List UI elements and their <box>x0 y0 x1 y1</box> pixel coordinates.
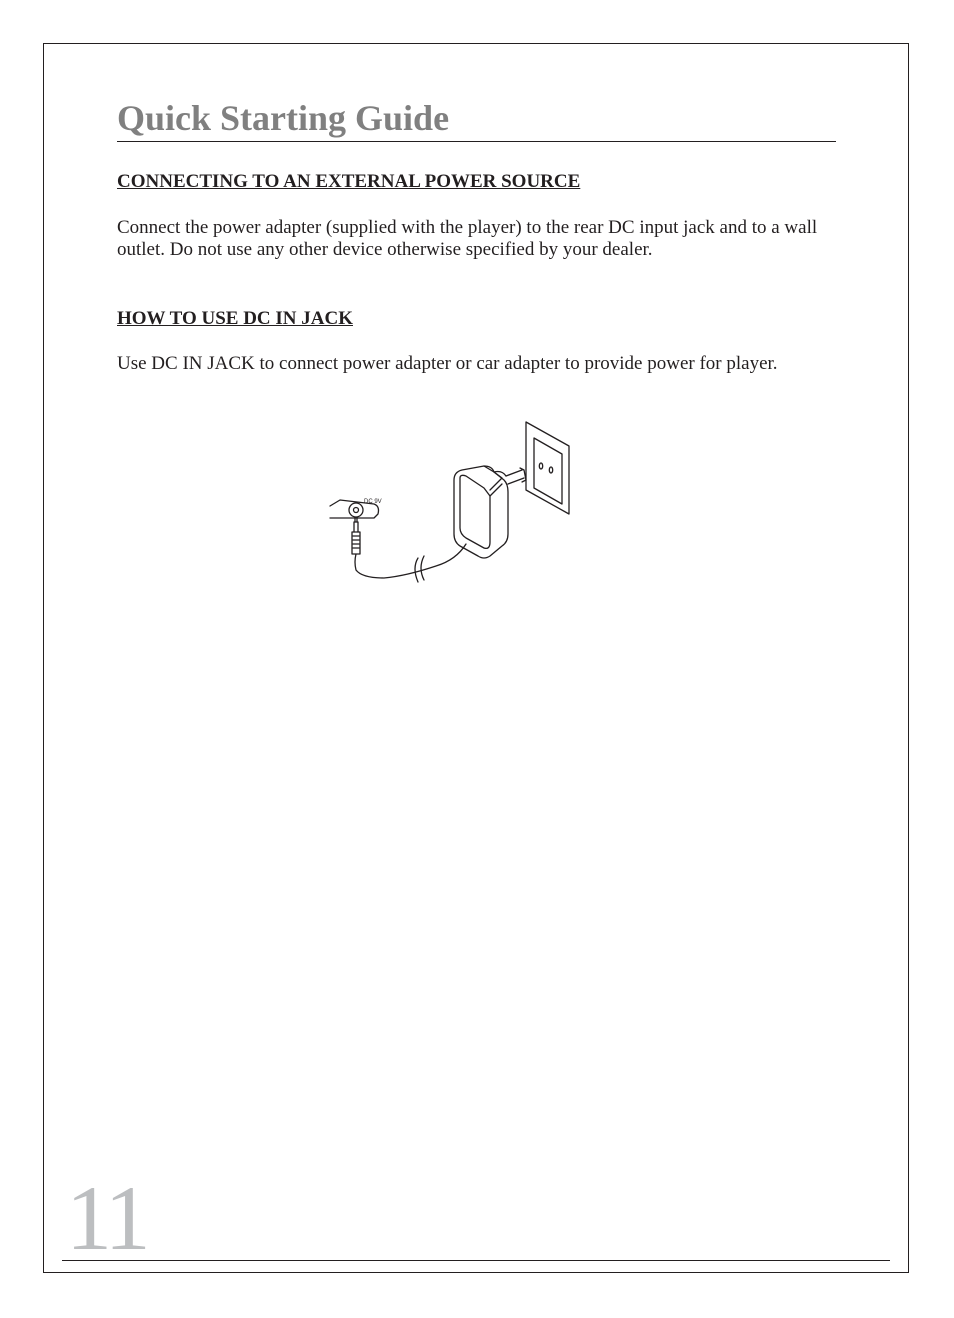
jack-label: DC 9V <box>364 499 382 505</box>
section-body-dc-in-jack: Use DC IN JACK to connect power adapter or car adapter to provide power for player. <box>117 353 778 374</box>
dc-in-jack <box>349 503 363 517</box>
section-heading-external-power: CONNECTING TO AN EXTERNAL POWER SOURCE <box>117 171 581 192</box>
section-body-external-power: Connect the power adapter (supplied with the player) to the rear DC input jack and to a wall outlet. Do not use any other device otherwise specified by your dealer. <box>117 217 818 260</box>
section-heading-dc-in-jack: HOW TO USE DC IN JACK <box>117 308 353 329</box>
power-cable <box>355 544 466 578</box>
power-adapter-drawing <box>326 410 572 592</box>
footer-divider <box>62 1260 890 1261</box>
page-title: Quick Starting Guide <box>117 98 450 138</box>
page-number: 11 <box>66 1167 147 1269</box>
power-adapter-illustration <box>326 410 572 592</box>
title-divider <box>117 141 836 142</box>
